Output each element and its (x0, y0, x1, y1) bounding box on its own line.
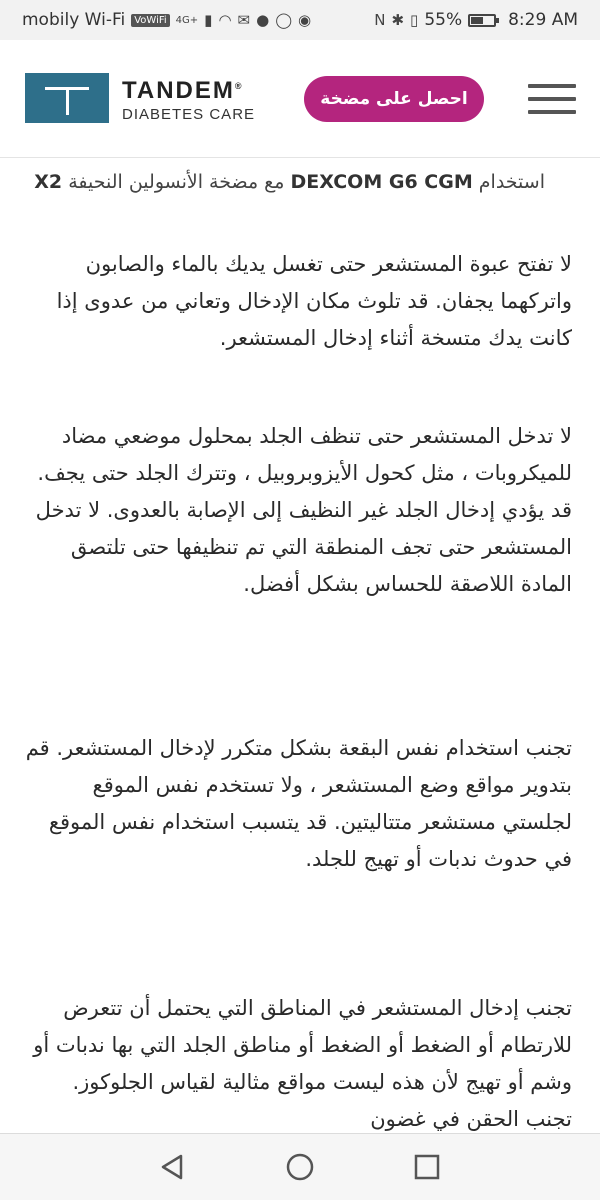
home-circle-icon[interactable] (283, 1150, 317, 1184)
system-nav-bar (0, 1133, 600, 1200)
status-bar (0, 0, 600, 40)
paragraph-skin-cleaning: لا تدخل المستشعر حتى تنظف الجلد بمحلول موضعي مضاد للميكروبات ، مثل كحول الأيزوبروبيل ، وتترك الجلد حتى يجف. قد يؤدي إدخال الجلد غير النظيف إلى الإصابة بالعدوى. لا تدخل المستشعر حتى تجف المنطقة التي تم تنظيفها حتى تلتصق المادة اللاصقة للحساس بشكل أفضل. (35, 424, 572, 596)
vibrate-icon: ▯ (410, 11, 419, 29)
brand-subtitle: DIABETES CARE (122, 106, 256, 123)
get-pump-button[interactable]: احصل على مضخة (304, 76, 484, 122)
site-header (0, 40, 600, 158)
signal-icon: ▮ (204, 11, 213, 29)
article-content (0, 158, 600, 1133)
carrier-label: mobily Wi-Fi (22, 10, 126, 30)
page-title: استخدام DEXCOM G6 CGM مع مضخة الأنسولين النحيفة X2 (34, 171, 545, 193)
status-right (374, 10, 578, 30)
recent-square-icon[interactable] (410, 1150, 444, 1184)
back-triangle-icon[interactable] (155, 1150, 189, 1184)
battery-icon (468, 14, 496, 27)
clock: 8:29 AM (508, 10, 578, 30)
battery-percent: 55% (424, 10, 463, 30)
vowifi-badge: VoWiFi (131, 14, 169, 27)
network-type-label: 4G+ (175, 14, 199, 26)
brand-wordmark[interactable] (122, 77, 255, 123)
mail-icon: ✉ (237, 11, 251, 29)
paragraph-site-rotation: تجنب استخدام نفس البقعة بشكل متكرر لإدخال المستشعر. قم بتدوير مواقع وضع المستشعر ، ولا تستخدم نفس الموقع لجلستي مستشعر متتاليتين. قد يتسبب استخدام نفس الموقع في حدوث ندبات أو تهيج للجلد. (25, 736, 572, 871)
tandem-logo-icon[interactable] (25, 73, 109, 123)
messenger-icon: ◉ (298, 11, 312, 29)
nfc-icon: N (374, 11, 386, 29)
wifi-icon: ◠ (218, 11, 232, 29)
facebook-icon: ● (256, 11, 270, 29)
brand-name: TANDEM® (122, 77, 244, 104)
hamburger-menu-icon[interactable] (528, 84, 576, 114)
bluetooth-icon: ✱ (391, 11, 405, 29)
status-left (22, 10, 311, 30)
paragraph-hand-washing: لا تفتح عبوة المستشعر حتى تغسل يديك بالماء والصابون واتركهما يجفان. قد تلوث مكان الإدخال وتعاني من عدوى إذا كانت يدك متسخة أثناء إدخال المستشعر. (56, 252, 572, 350)
paragraph-site-avoidance: تجنب إدخال المستشعر في المناطق التي يحتمل أن تتعرض للارتطام أو الضغط أو الضغط أو مناطق الجلد التي بها ندبات أو وشم أو تهيج لأن هذه ليست مواقع مثالية لقياس الجلوكوز. تجنب الحقن في غضون (33, 996, 572, 1131)
whatsapp-icon: ◯ (275, 11, 292, 29)
